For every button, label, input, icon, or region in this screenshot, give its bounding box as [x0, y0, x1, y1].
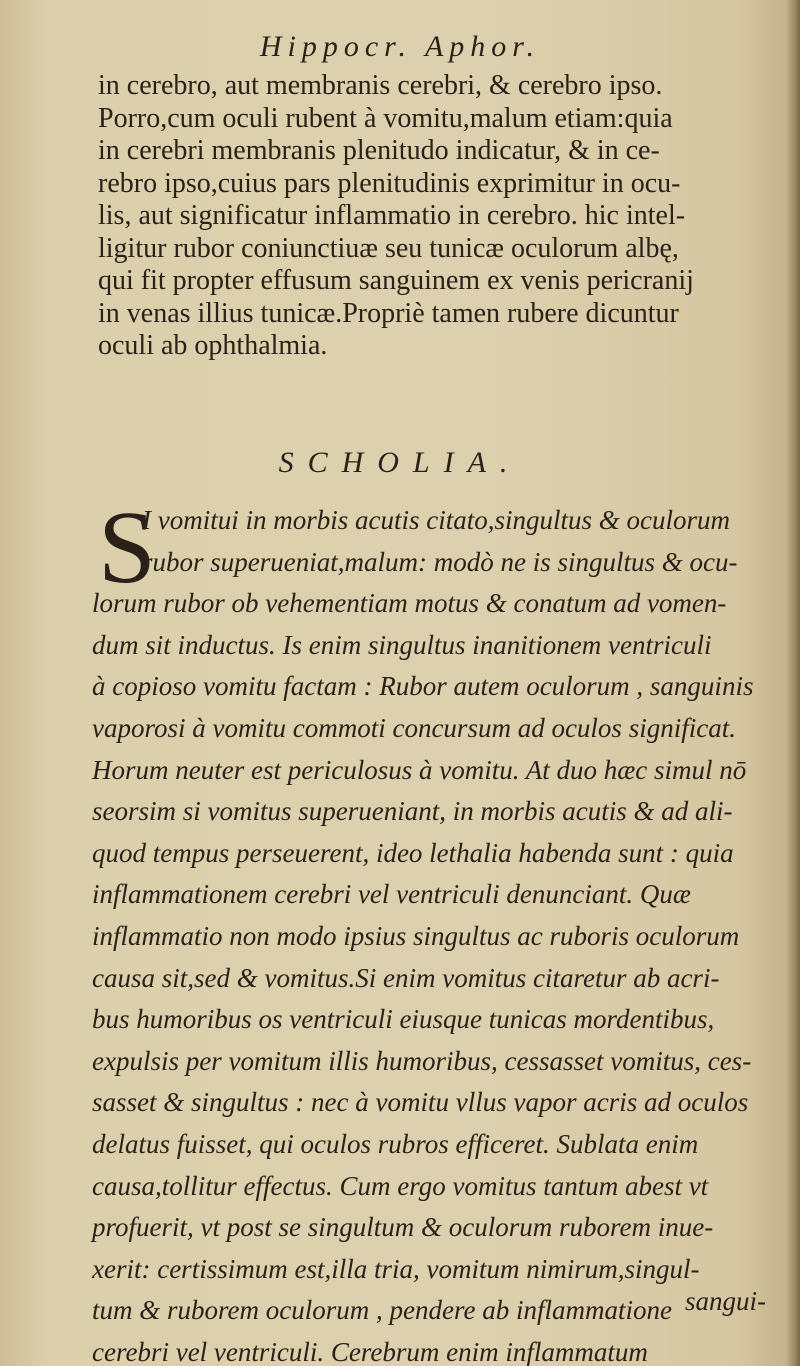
text-line: rebro ipso,cuius pars plenitudinis exprimitur in ocu- [98, 167, 681, 199]
text-line: causa sit,sed & vomitus.Si enim vomitus citaretur ab acri- [92, 962, 720, 993]
text-line: qui fit propter effusum sanguinem ex venis pericranij [98, 265, 694, 296]
text-line: inflammationem cerebri vel ventriculi denunciant. Quæ [92, 879, 691, 910]
text-line: oculi ab ophthalmia. [98, 330, 328, 361]
text-line: in venas illius tunicæ.Propriè tamen rubere dicuntur [98, 297, 679, 329]
text-line: delatus fuisset, qui oculos rubros efficeret. Sublata enim [92, 1128, 699, 1159]
running-title: Hippocr. Aphor. [259, 30, 541, 63]
text-line: tum & ruborem oculorum , pendere ab inflammatione [92, 1295, 672, 1326]
text-line: Horum neuter est periculosus à vomitu. At duo hæc simul nō [92, 754, 747, 785]
text-line: in cerebro, aut membranis cerebri, & cerebro ipso. [98, 70, 663, 101]
catchword: sangui- [685, 1286, 766, 1316]
text-line: ligitur rubor coniunctiuæ seu tunicæ oculorum albę, [98, 232, 679, 264]
scholia-heading: SCHOLIA. [278, 446, 522, 479]
text-line: lorum rubor ob vehementiam motus & conatum ad vomen- [92, 588, 727, 619]
text-line: sasset & singultus : nec à vomitu vllus vapor acris ad oculos [92, 1087, 749, 1118]
text-line: à copioso vomitu factam : Rubor autem oculorum , sanguinis [92, 671, 754, 702]
text-line: Porro,cum oculi rubent à vomitu,malum etiam:quia [98, 102, 673, 134]
scholia-text [92, 500, 792, 1366]
text-line: expulsis per vomitum illis humoribus, cessasset vomitus, ces- [92, 1045, 752, 1076]
text-line: in cerebri membranis plenitudo indicatur, & in ce- [98, 135, 660, 166]
text-line: lis, aut significatur inflammatio in cerebro. hic intel- [98, 200, 686, 231]
aphorism-text [98, 70, 788, 363]
text-line: quod tempus perseuerent, ideo lethalia habenda sunt : quia [92, 837, 734, 868]
text-line: dum sit inductus. Is enim singultus inanitionem ventriculi [92, 629, 712, 660]
drop-cap-initial: S [98, 490, 156, 605]
text-line: bus humoribus os ventriculi eiusque tunicas mordentibus, [92, 1004, 715, 1035]
text-line: vaporosi à vomitu commoti concursum ad oculos significat. [92, 712, 736, 743]
text-line: cerebri vel ventriculi. Cerebrum enim inflammatum [92, 1336, 648, 1366]
text-line: causa,tollitur effectus. Cum ergo vomitus tantum abest vt [92, 1170, 709, 1201]
text-line: I vomitui in morbis acutis citato,singultus & oculorum [142, 505, 730, 535]
text-line: inflammatio non modo ipsius singultus ac ruboris oculorum [92, 920, 740, 951]
text-line: xerit: certissimum est,illa tria, vomitum nimirum,singul- [92, 1253, 700, 1284]
text-line: seorsim si vomitus superueniant, in morbis acutis & ad ali- [92, 796, 733, 827]
text-line: rubor superueniat,malum: modò ne is singultus & ocu- [142, 546, 738, 577]
text-line: profuerit, vt post se singultum & oculorum ruborem inue- [92, 1212, 714, 1243]
